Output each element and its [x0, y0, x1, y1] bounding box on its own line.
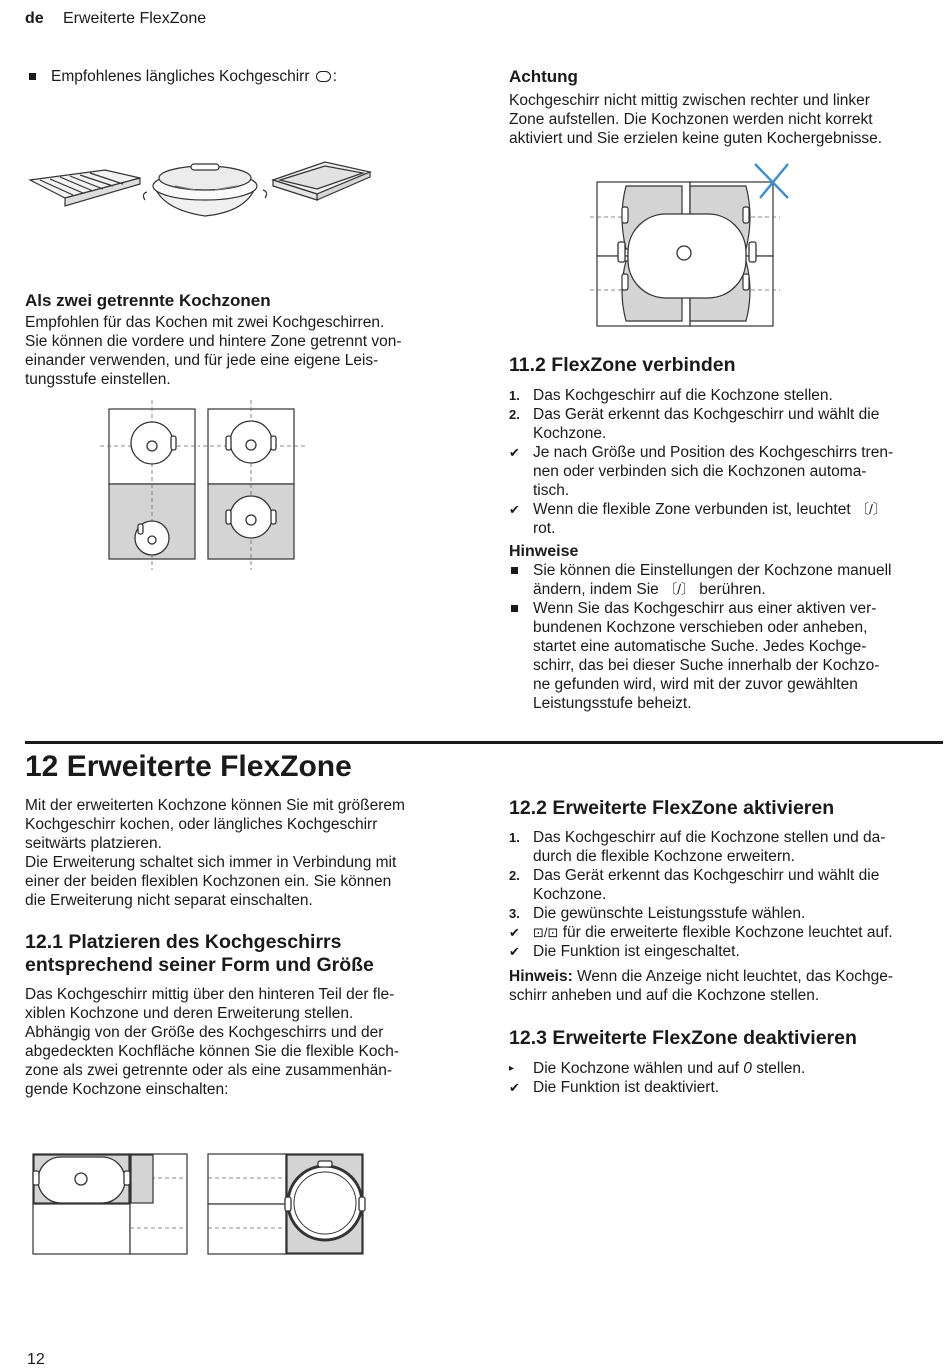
text-line: ändern, indem Sie	[533, 581, 664, 598]
text-line: Das Gerät erkennt das Kochgeschirr und wählt die	[533, 406, 880, 423]
chapter-title: 12 Erweiterte FlexZone	[25, 750, 352, 783]
text-line: Die Kochzone wählen und auf	[533, 1060, 744, 1077]
extension-symbol-icon: ⊡/⊡	[533, 925, 559, 940]
flexzone-symbol-icon: 〔/〕	[854, 501, 887, 517]
oval-pan-icon	[316, 71, 331, 82]
text-line: Abhängig von der Größe des Kochgeschirrs und der	[25, 1024, 384, 1041]
text-line: rot.	[533, 520, 556, 537]
chapter-intro	[25, 796, 475, 910]
language-code: de	[25, 10, 44, 27]
check-icon: ✔	[509, 502, 520, 517]
result-item	[509, 923, 949, 942]
extended-zone-diagram	[25, 1145, 370, 1260]
result-item	[509, 942, 949, 961]
hints-list	[509, 561, 949, 713]
chapter-divider	[25, 741, 943, 744]
wrong-placement-diagram	[590, 160, 790, 330]
text-line: xiblen Kochzone und deren Erweiterung stellen.	[25, 1005, 354, 1022]
text-line: tisch.	[533, 482, 570, 499]
text-line: Mit der erweiterten Kochzone können Sie mit größerem	[25, 797, 405, 814]
section-12-1-heading	[25, 931, 374, 977]
check-icon: ✔	[509, 925, 520, 940]
text-line: Sie können die vordere und hintere Zone getrennt von-	[25, 333, 402, 350]
text-line: einer der beiden flexiblen Kochzonen ein. Sie können	[25, 873, 392, 890]
section-12-2-note	[509, 967, 949, 1005]
separate-zones-diagram	[100, 400, 310, 570]
section-12-3-steps	[509, 1059, 949, 1097]
text-line: für die erweiterte flexible Kochzone leuchtet auf.	[558, 924, 893, 941]
check-icon: ✔	[509, 445, 520, 460]
section-12-1-text	[25, 985, 475, 1099]
hints-heading: Hinweise	[509, 543, 579, 560]
text-line: Die Funktion ist eingeschaltet.	[533, 943, 740, 960]
hint-item	[509, 561, 949, 599]
bullet-square-icon	[511, 605, 518, 612]
step-item	[509, 866, 949, 904]
bullet-text: Empfohlenes längliches Kochgeschirr	[51, 68, 310, 85]
text-line: Das Kochgeschirr mittig über den hinteren Teil der fle-	[25, 986, 395, 1003]
separate-zones-text	[25, 313, 465, 389]
section-11-2-heading: 11.2 FlexZone verbinden	[509, 354, 736, 376]
separate-zones-heading: Als zwei getrennte Kochzonen	[25, 291, 271, 310]
text-line: Die gewünschte Leistungsstufe wählen.	[533, 905, 806, 922]
text-line: Die Erweiterung schaltet sich immer in Verbindung mit	[25, 854, 397, 871]
bullet-square-icon	[511, 567, 518, 574]
text-line: Empfohlen für das Kochen mit zwei Kochgeschirren.	[25, 314, 385, 331]
text-line: startet eine automatische Suche. Jedes Kochge-	[533, 638, 867, 655]
cookware-illustration	[25, 150, 375, 230]
text-line: abgedeckten Kochfläche können Sie die flexible Koch-	[25, 1043, 399, 1060]
text-line: Leistungsstufe beheizt.	[533, 695, 692, 712]
attention-text	[509, 91, 949, 148]
text-line: Wenn Sie das Kochgeschirr aus einer aktiven ver-	[533, 600, 877, 617]
flexzone-symbol-icon: 〔/〕	[663, 581, 695, 597]
bullet-suffix: :	[332, 68, 338, 85]
text-line: seitwärts platzieren.	[25, 835, 162, 852]
step-number: 1.	[509, 830, 520, 845]
text-line: Je nach Größe und Position des Kochgeschirrs tren-	[533, 444, 894, 461]
note-label: Hinweis:	[509, 968, 573, 985]
text-line: Kochzone.	[533, 886, 607, 903]
heading-line: entsprechend seiner Form und Größe	[25, 954, 374, 976]
heading-line: 12.1 Platzieren des Kochgeschirrs	[25, 931, 342, 953]
result-item	[509, 443, 949, 500]
text-line: Wenn die Anzeige nicht leuchtet, das Kochge-	[572, 968, 893, 985]
step-number: 2.	[509, 407, 520, 422]
text-line: Zone aufstellen. Die Kochzonen werden nicht korrekt	[509, 111, 873, 128]
step-number: 2.	[509, 868, 520, 883]
page-number: 12	[27, 1351, 45, 1368]
text-line: Sie können die Einstellungen der Kochzone manuell	[533, 562, 892, 579]
text-line: die Erweiterung nicht separat einschalten.	[25, 892, 313, 909]
section-12-2-heading: 12.2 Erweiterte FlexZone aktivieren	[509, 797, 835, 819]
text-line: berühren.	[695, 581, 766, 598]
step-item	[509, 828, 949, 866]
text-line: aktiviert und Sie erzielen keine guten Kochergebnisse.	[509, 130, 883, 147]
text-line: Das Kochgeschirr auf die Kochzone stellen.	[533, 387, 833, 404]
text-line: zone als zwei getrennte oder als eine zusammenhän-	[25, 1062, 393, 1079]
text-line: Wenn die flexible Zone verbunden ist, leuchtet	[533, 501, 855, 518]
text-line: tungsstufe einstellen.	[25, 371, 171, 388]
text-line: gende Kochzone einschalten:	[25, 1081, 229, 1098]
action-item	[509, 1059, 949, 1078]
text-line: ne gefunden wird, wird mit der zuvor gewählten	[533, 676, 858, 693]
action-arrow-icon: ▸	[509, 1063, 515, 1074]
step-item	[509, 405, 949, 443]
step-number: 3.	[509, 906, 520, 921]
text-line: Das Kochgeschirr auf die Kochzone stellen und da-	[533, 829, 886, 846]
text-line: Kochgeschirr nicht mittig zwischen rechter und linker	[509, 92, 870, 109]
section-12-2-steps	[509, 828, 949, 961]
result-item	[509, 1078, 949, 1097]
hint-item	[509, 599, 949, 713]
step-number: 1.	[509, 388, 520, 403]
section-12-3-heading: 12.3 Erweiterte FlexZone deaktivieren	[509, 1027, 857, 1049]
section-11-2-steps	[509, 386, 949, 538]
text-line: Das Gerät erkennt das Kochgeschirr und wählt die	[533, 867, 880, 884]
zero-power-symbol-icon: 0	[743, 1060, 752, 1077]
attention-heading: Achtung	[509, 67, 578, 86]
text-line: Kochgeschirr kochen, oder längliches Kochgeschirr	[25, 816, 378, 833]
running-header-title: Erweiterte FlexZone	[63, 10, 207, 27]
step-item	[509, 386, 949, 405]
text-line: schirr anheben und auf die Kochzone stellen.	[509, 987, 820, 1004]
text-line: bundenen Kochzone verschieben oder anheben,	[533, 619, 868, 636]
recommended-cookware-item	[27, 67, 491, 86]
text-line: einander verwenden, und für jede eine eigene Leis-	[25, 352, 379, 369]
text-line: durch die flexible Kochzone erweitern.	[533, 848, 795, 865]
step-item	[509, 904, 949, 923]
text-line: Die Funktion ist deaktiviert.	[533, 1079, 720, 1096]
text-line: stellen.	[751, 1060, 806, 1077]
check-icon: ✔	[509, 944, 520, 959]
text-line: Kochzone.	[533, 425, 607, 442]
result-item	[509, 500, 949, 538]
text-line: schirr, das bei dieser Suche innerhalb der Kochzo-	[533, 657, 880, 674]
bullet-square-icon	[29, 73, 36, 80]
check-icon: ✔	[509, 1080, 520, 1095]
text-line: nen oder verbinden sich die Kochzonen automa-	[533, 463, 867, 480]
